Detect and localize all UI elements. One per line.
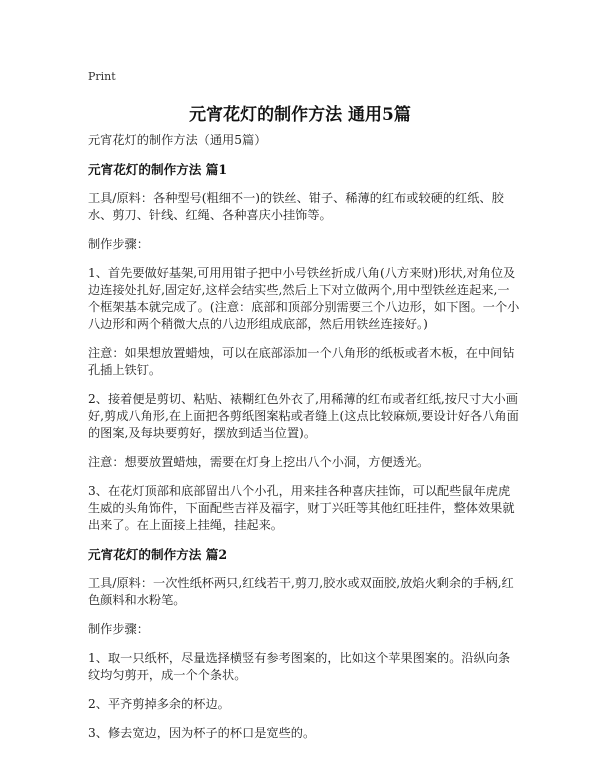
section2-step-3: 3、修去宽边，因为杯子的杯口是宽些的。 [88,726,316,740]
section1-materials: 工具/原料：各种型号(粗细不一)的铁丝、钳子、稀薄的红布或较硬的红纸、胶水、剪刀、针线、红绳、各种喜庆小挂饰等。 [88,191,504,222]
section1-step-3: 3、在花灯顶部和底部留出八个小孔，用来挂各种喜庆挂饰，可以配些鼠年虎虎生威的头角饰件，下面配些吉祥及福字，财丁兴旺等其他红旺挂件，整体效果就出来了。在上面接上挂绳，挂起来。 [88,484,515,532]
section-heading-1: 元宵花灯的制作方法 篇1 [88,162,228,177]
document-body [88,132,520,754]
page-title: 元宵花灯的制作方法 通用5篇 [189,105,411,125]
section2-steps-label: 制作步骤： [88,622,149,636]
section2-step-2: 2、平齐剪掉多余的杯边。 [88,697,230,711]
print-label[interactable]: Print [88,70,116,83]
section1-steps-label: 制作步骤： [88,237,149,251]
section-heading-2: 元宵花灯的制作方法 篇2 [88,547,228,562]
section1-note-2: 注意：想要放置蜡烛，需要在灯身上挖出八个小洞，方便透光。 [88,455,430,469]
section1-step-2: 2、接着便是剪切、粘贴、裱糊红色外衣了,用稀薄的红布或者红纸,按尺寸大小画好,剪成八角形,在上面把各剪纸图案粘或者缝上(这点比较麻烦,要设计好各八角面的图案,及每块要剪好，摆放到适当位置)。 [88,392,519,440]
section2-materials: 工具/原料：一次性纸杯两只,红线若干,剪刀,胶水或双面胶,放焰火剩余的手柄,红色颜料和水粉笔。 [88,576,514,607]
document-subtitle: 元宵花灯的制作方法（通用5篇） [88,133,267,147]
section1-step-1: 1、首先要做好基架,可用用钳子把中小号铁丝折成八角(八方来财)形状,对角位及边连接处扎好,固定好,这样会结实些,然后上下对立做两个,用中型铁丝连起来,一个框架基本就完成了。(注意：底部和顶部分别需要三个八边形，如下图。一个小八边形和两个稍微大点的八边形组成底部，然后用铁丝连接好。) [88,266,520,331]
section2-step-1: 1、取一只纸杯，尽量选择横竖有参考图案的，比如这个苹果图案的。沿纵向条纹均匀剪开，成一个个条状。 [88,651,511,682]
section1-note-1: 注意：如果想放置蜡烛，可以在底部添加一个八角形的纸板或者木板，在中间钻孔插上铁钉。 [88,346,515,377]
